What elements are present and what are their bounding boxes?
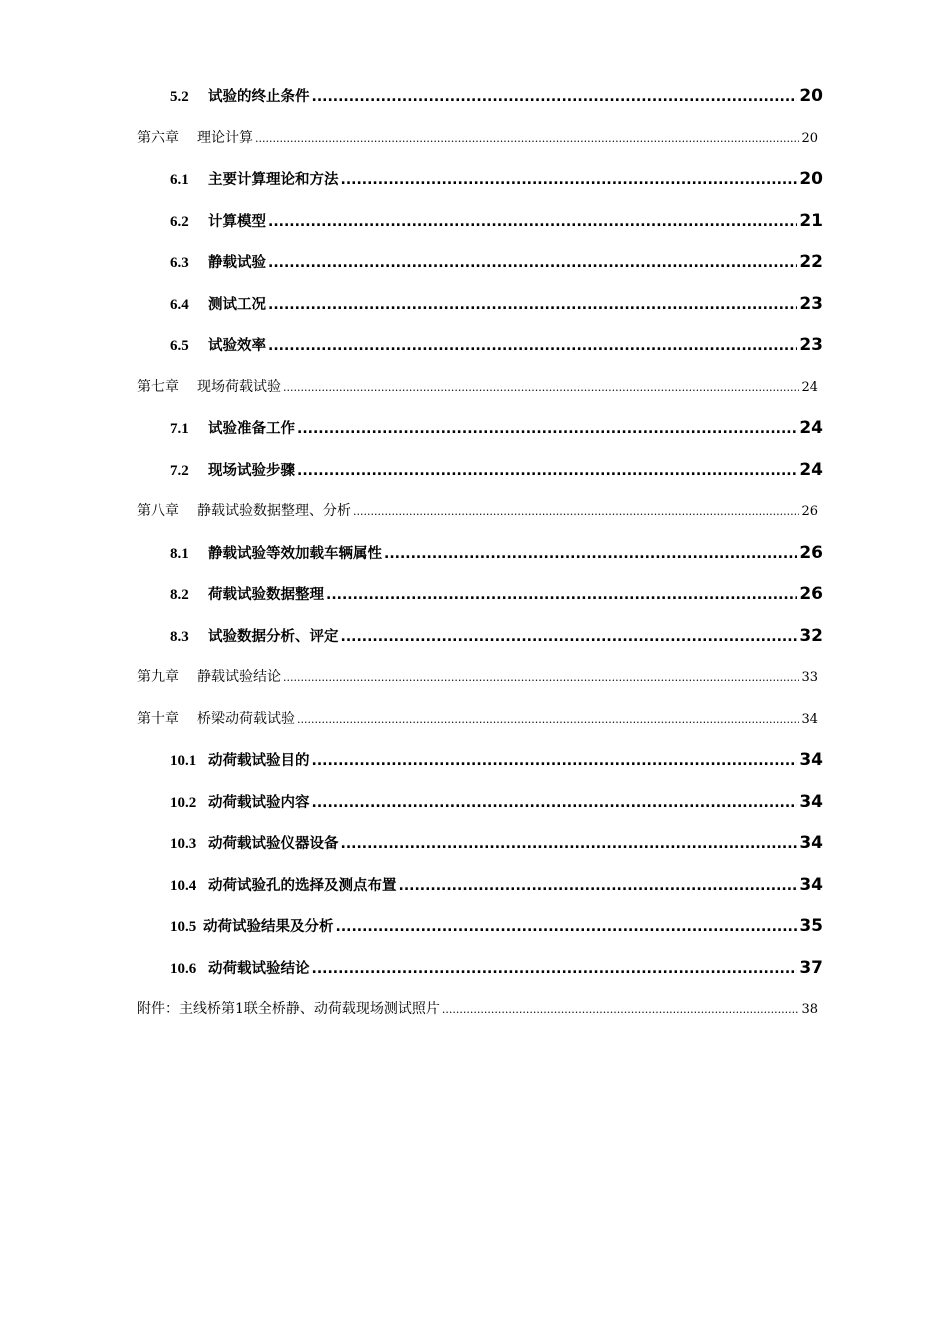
toc-number: 8.3 — [170, 628, 189, 645]
toc-number: 10.6 — [170, 960, 197, 977]
toc-title: 静载试验等效加载车辆属性 — [208, 545, 382, 562]
toc-title: 动荷载试验结论 — [208, 960, 310, 977]
dot-leader — [312, 949, 798, 991]
toc-number: 第六章 — [137, 129, 179, 146]
toc-page: 23 — [799, 293, 823, 314]
toc-entry-6-3[interactable] — [137, 242, 823, 284]
toc-title: 试验效率 — [208, 338, 266, 354]
toc-title: 静载试验 — [208, 255, 266, 271]
toc-number: 8.2 — [170, 587, 189, 603]
toc-title: 试验准备工作 — [208, 421, 295, 437]
toc-page: 24 — [799, 459, 823, 480]
toc-number: 10.4 — [170, 877, 197, 894]
toc-page: 33 — [801, 670, 818, 685]
dot-leader — [268, 243, 797, 285]
toc-title: 静载试验结论 — [197, 669, 281, 685]
dot-leader — [297, 699, 799, 741]
toc-title: 动荷试验结果及分析 — [203, 919, 334, 935]
dot-leader — [353, 491, 799, 533]
toc-number: 6.1 — [170, 172, 189, 188]
dot-leader — [326, 575, 797, 617]
toc-page: 34 — [799, 791, 823, 812]
toc-entry-10-5[interactable] — [137, 906, 823, 948]
toc-page: 24 — [801, 379, 818, 395]
toc-entry-6-2[interactable] — [137, 201, 823, 243]
dot-leader — [399, 866, 798, 908]
dot-leader — [297, 451, 797, 493]
toc-title: 试验的终止条件 — [208, 89, 310, 105]
toc-page: 20 — [801, 130, 818, 146]
toc-entry-5-2[interactable] — [137, 76, 823, 118]
dot-leader — [384, 534, 797, 576]
toc-title: 动荷载试验仪器设备 — [208, 836, 339, 852]
toc-number: 第七章 — [137, 378, 179, 395]
dot-leader — [268, 285, 797, 327]
dot-leader — [341, 160, 798, 202]
toc-number: 第八章 — [137, 503, 179, 519]
toc-page: 35 — [799, 916, 823, 936]
dot-leader — [268, 202, 797, 244]
dot-leader — [442, 989, 800, 1031]
dot-leader — [341, 824, 798, 866]
dot-leader — [312, 77, 798, 119]
toc-page: 37 — [799, 957, 823, 978]
toc-title: 现场试验步骤 — [208, 462, 295, 479]
toc-number: 8.1 — [170, 545, 189, 562]
toc-page: 26 — [799, 584, 823, 604]
toc-entry-10-2[interactable] — [137, 782, 823, 824]
toc-page: 34 — [799, 833, 823, 853]
toc-entry-10-4[interactable] — [137, 865, 823, 907]
toc-entry-10-6[interactable] — [137, 948, 823, 990]
toc-title: 静载试验数据整理、分析 — [197, 503, 351, 519]
toc-entry-10-3[interactable] — [137, 823, 823, 865]
toc-page: 23 — [799, 335, 823, 355]
toc-page: 20 — [799, 86, 823, 106]
dot-leader — [312, 741, 798, 783]
toc-title: 测试工况 — [208, 296, 266, 313]
toc-entry-7-2[interactable] — [137, 450, 823, 492]
toc-title: 主要计算理论和方法 — [208, 172, 339, 188]
toc-chapter-10[interactable] — [137, 699, 823, 741]
toc-page: 34 — [801, 711, 818, 727]
toc-number: 5.2 — [170, 89, 189, 105]
toc-title: 桥梁动荷载试验 — [197, 710, 295, 727]
toc-title: 计算模型 — [208, 213, 266, 230]
dot-leader — [297, 409, 797, 451]
dot-leader — [336, 907, 798, 949]
toc-number: 7.2 — [170, 462, 189, 479]
toc-appendix[interactable] — [137, 989, 823, 1031]
toc-number: 6.2 — [170, 213, 189, 230]
dot-leader — [268, 326, 797, 368]
toc-chapter-7[interactable] — [137, 367, 823, 409]
toc-number: 10.5 — [170, 919, 197, 935]
toc-page: 21 — [799, 210, 823, 231]
dot-leader — [283, 657, 799, 699]
toc-page: 34 — [799, 874, 823, 895]
toc-page: 20 — [799, 169, 823, 189]
dot-leader — [341, 617, 798, 659]
toc-entry-7-1[interactable] — [137, 408, 823, 450]
toc-page: 34 — [799, 750, 823, 770]
toc-title: 附件：主线桥第1联全桥静、动荷载现场测试照片 — [137, 1001, 440, 1017]
toc-number: 10.1 — [170, 753, 197, 769]
toc-title: 动荷载试验目的 — [208, 753, 310, 769]
dot-leader — [312, 783, 798, 825]
toc-number: 第十章 — [137, 710, 179, 727]
toc-entry-10-1[interactable] — [137, 740, 823, 782]
toc-entry-8-2[interactable] — [137, 574, 823, 616]
dot-leader — [283, 367, 799, 409]
toc-number: 10.2 — [170, 794, 197, 811]
toc-entry-8-3[interactable] — [137, 616, 823, 658]
toc-title: 试验数据分析、评定 — [208, 628, 339, 645]
toc-title: 荷载试验数据整理 — [208, 587, 324, 603]
toc-title: 动荷试验孔的选择及测点布置 — [208, 877, 397, 894]
toc-number: 6.4 — [170, 296, 189, 313]
toc-number: 6.3 — [170, 255, 189, 271]
toc-chapter-9[interactable] — [137, 657, 823, 699]
toc-page: 26 — [801, 504, 818, 519]
toc-page: 32 — [799, 625, 823, 646]
toc-page: 22 — [799, 252, 823, 272]
table-of-contents — [137, 76, 823, 1031]
toc-page: 26 — [799, 542, 823, 563]
toc-page: 38 — [801, 1002, 818, 1017]
toc-chapter-6[interactable] — [137, 118, 823, 160]
toc-entry-6-1[interactable] — [137, 159, 823, 201]
toc-title: 理论计算 — [197, 129, 253, 146]
toc-chapter-8[interactable] — [137, 491, 823, 533]
toc-number: 10.3 — [170, 836, 197, 852]
toc-entry-8-1[interactable] — [137, 533, 823, 575]
toc-number: 第九章 — [137, 669, 179, 685]
toc-entry-6-5[interactable] — [137, 325, 823, 367]
toc-page: 24 — [799, 418, 823, 438]
toc-number: 7.1 — [170, 421, 189, 437]
toc-entry-6-4[interactable] — [137, 284, 823, 326]
toc-title: 现场荷载试验 — [197, 378, 281, 395]
toc-title: 动荷载试验内容 — [208, 794, 310, 811]
toc-number: 6.5 — [170, 338, 189, 354]
dot-leader — [255, 118, 799, 160]
